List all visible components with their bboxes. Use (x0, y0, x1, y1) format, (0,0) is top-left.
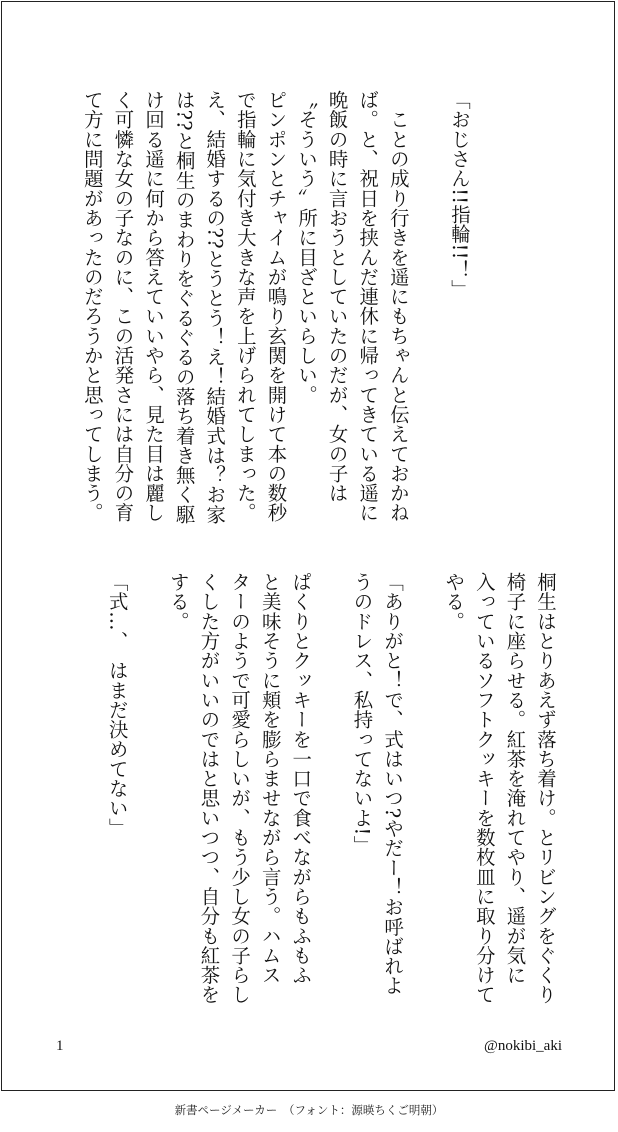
generator-footer: 新書ページメーカー （フォント：源暎ちくご明朝） (174, 1103, 444, 1117)
book-page (1, 1, 615, 1091)
author-handle: @nokibi_aki (484, 1038, 562, 1054)
upper-text-block: 「おじさん!!指輪!!！」 ことの成り行きを遥にもちゃんと伝えておかね ば。と、祝日を挟んだ連休に帰ってきている遥に 晩飯の時に言おうとしていたのだが、女の子は 〝そういう〟所に目ざといらしい。 ピンポンとチャイムが鳴り玄関を開けて本の数秒 で指輪に気付き大きな声を上げられてしまった。 え、結婚するの??とうとう！え！結婚式は？お家 は??と桐生のまわりをぐるぐるの落ち着き無く駆 け回る遥に何から答えていいやら、見た目は麗し く可憐な女の子なのに、この活発さには自分の育 て方に問題があったのだろうかと思ってしまう。 (80, 90, 471, 524)
page-number: 1 (56, 1038, 64, 1054)
lower-text-block: 桐生はとりあえず落ち着け。とリビングをぐくり 椅子に座らせる。紅茶を淹れてやり、遥が気に 入っているソフトクッキーを数枚皿に取り分けて やる。 「ありがと！で、式はいつ?やだー！お呼ばれよ うのドレス、私持ってないよ!」 ぱくりとクッキーを一口で食べながらもふもふ と美味そうに頬を膨らませながら言う。ハムス ターのようで可愛らしいが、もう少し女の子らし くした方がいいのではと思いつつ、自分も紅茶を する。 「式…、 はまだ決めてない」 (105, 572, 557, 1005)
